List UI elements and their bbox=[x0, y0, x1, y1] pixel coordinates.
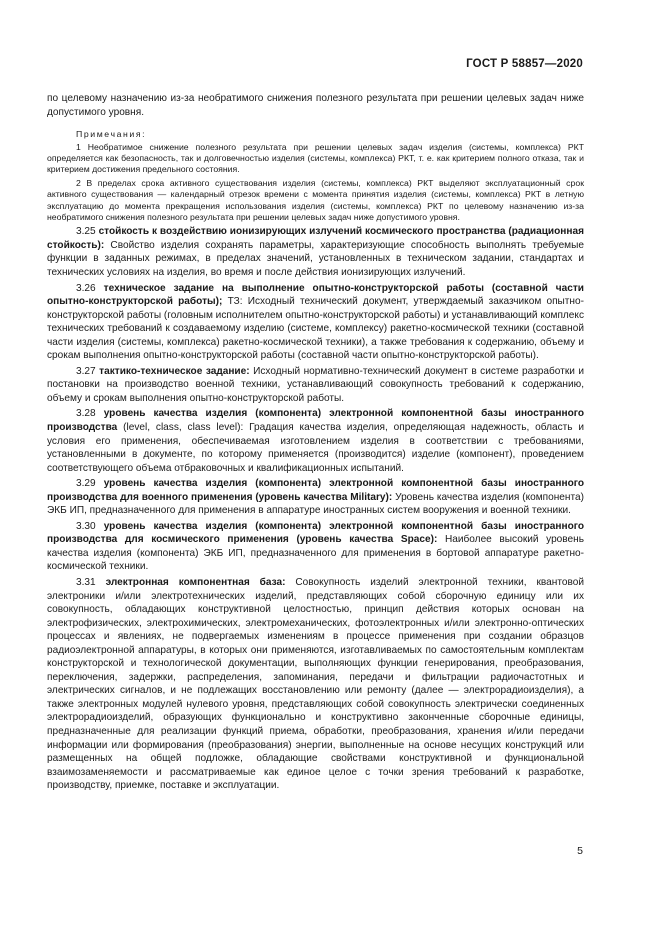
notes-block bbox=[47, 129, 584, 223]
term-definition: (level, class, class level): Градация качества изделия, определяющая надежность, область и условия его применения, обеспечиваемая изготовлением изделия в соответствии с требованиями, установленными в документе, по которому применяется (производится) изделие (компонент), проведением соответствующего объема отбраковочных и квалификационных испытаний. bbox=[47, 422, 584, 474]
term-number: 3.25 bbox=[76, 226, 96, 238]
notes-title: Примечания: bbox=[76, 129, 147, 140]
term-number: 3.26 bbox=[76, 282, 96, 294]
term-entry bbox=[47, 365, 584, 406]
term-entry bbox=[47, 520, 584, 574]
term-name: уровень качества изделия (компонента) электронной компонентной базы иностранного производства bbox=[47, 408, 585, 433]
term-number: 3.31 bbox=[76, 577, 96, 589]
page-number: 5 bbox=[577, 845, 583, 857]
term-definition: Уровень качества изделия (компонента) ЭКБ ИП, предназначенного для применения в аппаратуре иностранных систем вооружения и военной техники. bbox=[47, 491, 584, 517]
term-entry bbox=[47, 225, 584, 279]
terms-list bbox=[47, 225, 584, 792]
term-number: 3.29 bbox=[76, 478, 96, 490]
standard-number: ГОСТ Р 58857—2020 bbox=[466, 58, 583, 70]
term-name: техническое задание на выполнение опытно-конструкторской работы (составной части опытно-конструкторской работы); bbox=[47, 282, 584, 308]
term-definition: Наиболее высокий уровень качества изделия (компонента) ЭКБ ИП, предназначенного для применения в бортовой аппаратуре ракетно-космической техники. bbox=[47, 534, 584, 573]
term-number: 3.30 bbox=[76, 520, 96, 532]
term-number: 3.27 bbox=[76, 365, 96, 377]
term-definition: Совокупность изделий электронной техники, квантовой электроники и/или электротехнических изделий, представляющих собой сборочную единицу или их совокупность, обладающих конструктивной целостностью, принцип действия которых основан на электрофизических, электрохимических, электромеханических, фотоэлектронных и/или электронно-оптических процессах и явлениях, не подвергаемых изменениям в процессе применения при создании образцов радиоэлектронной аппаратуры, в которых они применяются, изготавливаемых по самостоятельным комплектам конструкторской и технологической документации, выполняющих функции генерирования, преобразования, переключения, задержки, распределения, запоминания, передачи и фильтрации радиочастотных и электрических сигналов, и не подлежащих восстановлению или ремонту (далее — электрорадиоизделия), а также электронных модулей нулевого уровня, представляющих собой совокупность электрически соединенных электрорадиоизделий, образующих функционально и конструктивно законченные сборочные единицы, предназначенные для реализации функций приема, обработки, преобразования, хранения и/или передачи информации или формирования (преобразования) энергии, выполненные на основе несущих конструкций или размещенных на общей подложке, обладающие свойствами конструктивной и функциональной взаимозаменяемости и рассматриваемые как единое целое с точки зрения требований к разработке, производству, приемке, поставке и эксплуатации. bbox=[47, 577, 584, 792]
term-entry bbox=[47, 282, 584, 363]
term-name: электронная компонентная база: bbox=[105, 577, 286, 589]
term-entry bbox=[47, 576, 584, 793]
term-name: тактико-техническое задание: bbox=[99, 365, 250, 377]
term-name: уровень качества изделия (компонента) электронной компонентной базы иностранного производства для космического применения (уровень качества Space): bbox=[47, 520, 585, 546]
document-body bbox=[47, 92, 584, 793]
term-definition: Свойство изделия сохранять параметры, характеризующие способность выполнять требуемые функции в заданных режимах, в пределах значений, установленных в техническом задании, стандартах и технических условиях на изделия, во время и после действия ионизирующих излучений. bbox=[47, 239, 584, 278]
term-entry bbox=[47, 407, 584, 475]
note-item: 2 В пределах срока активного существования изделия (системы, комплекса) РКТ выделяют эксплуатационный срок активного существования — календарный отрезок времени с момента принятия изделия (системы, комплекса) РКТ в летную эксплуатацию до момента прекращения использования изделия (системы, комплекса) РКТ по целевому назначению из-за необратимого снижения полезного результата при решении целевых задач ниже допустимого уровня. bbox=[47, 177, 584, 222]
term-name: стойкость к воздействию ионизирующих излучений космического пространства (радиационная стойкость): bbox=[47, 226, 584, 251]
term-definition: ТЗ: Исходный технический документ, утверждаемый заказчиком опытно-конструкторской работы (головным исполнителем опытно-конструкторской работы) и устанавливающий комплекс технических требований к создаваемому изделию (системе, комплексу) ракетно-космической техники (составной части изделия (системы, комплекса) ракетно-космической техники), а также требования к содержанию, объему и срокам выполнения опытно-конструкторской работы (составной части опытно-конструкторской работы). bbox=[47, 296, 584, 362]
term-number: 3.28 bbox=[76, 408, 96, 420]
term-entry bbox=[47, 477, 584, 518]
intro-paragraph: по целевому назначению из-за необратимого снижения полезного результата при решении целевых задач ниже допустимого уровня. bbox=[47, 93, 584, 118]
term-definition: Исходный нормативно-технический документ в системе разработки и постановки на производство военной техники, устанавливающий совокупность требований к содержанию, объему и срокам выполнения опытно-конструкторской работы. bbox=[47, 365, 584, 404]
term-name: уровень качества изделия (компонента) электронной компонентной базы иностранного производства для военного применения (уровень качества Military): bbox=[47, 478, 585, 503]
note-item: 1 Необратимое снижение полезного результата при решении целевых задач изделия (системы, комплекса) РКТ определяется как безопасность, так и долговечностью изделия (системы, комплекса) РКТ, т. е. как критерием полного отказа, так и критерием достижения предельного состояния. bbox=[47, 141, 584, 175]
